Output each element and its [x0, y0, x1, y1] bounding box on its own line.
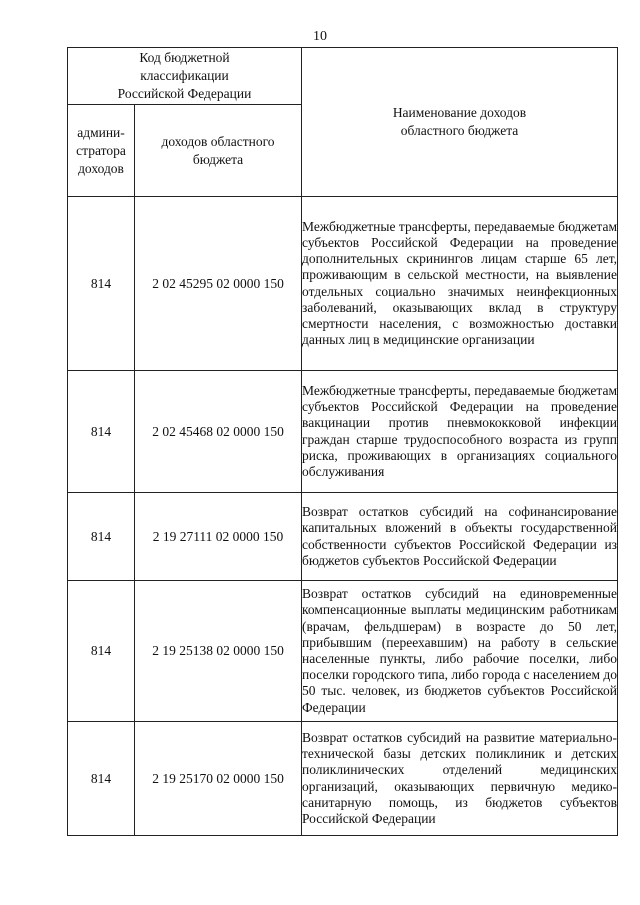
income-code-cell: 2 02 45468 02 0000 150 — [135, 371, 302, 493]
table-header — [68, 48, 618, 197]
income-name-cell — [302, 493, 618, 581]
income-name-cell — [302, 581, 618, 722]
income-name-cell — [302, 722, 618, 836]
income-name-text: Межбюджетные трансферты, передаваемые бюджетам субъектов Российской Федерации на проведение дополнительных скринингов лицам старше 65 лет, проживающим в сельской местности, на выявление отдельных социально значимых неинфекционных заболеваний, оказывающих вклад в структуру смертности населения, с возможностью доставки данных лиц в медицинские организации — [302, 218, 617, 348]
admin-code-cell: 814 — [68, 722, 135, 836]
header-income-name-label: Наименование доходов областного бюджета — [392, 105, 527, 138]
header-administrator-label: админи-стратора доходов — [76, 124, 126, 176]
income-name-text: Возврат остатков субсидий на единовременные компенсационные выплаты медицинским работникам (врачам, фельдшерам) в возрасте до 50 лет, прибывшим (переехавшим) на работу в сельские населенные пункты, либо рабочие поселки, либо поселки городского типа, либо города с населением до 50 тыс. человек, из бюджетов субъектов Российской Федерации — [302, 586, 618, 715]
table-row — [68, 722, 618, 836]
income-name-text: Возврат остатков субсидий на развитие материально-технической базы детских поликлиник и детских поликлинических отделений медицинских организаций, оказывающих первичную медико-санитарную помощь, из бюджетов субъектов Российской Федерации — [302, 729, 617, 826]
admin-code-cell: 814 — [68, 493, 135, 581]
table-row — [68, 371, 618, 493]
income-name-text: Межбюджетные трансферты, передаваемые бюджетам субъектов Российской Федерации на проведение вакцинации против пневмококковой инфекции граждан старше трудоспособного возраста из групп риска, проживающих в организациях социального обслуживания — [302, 382, 617, 479]
income-name-cell — [302, 371, 618, 493]
page-number: 10 — [313, 29, 327, 44]
header-income-code — [135, 105, 302, 197]
income-code-cell: 2 02 45295 02 0000 150 — [135, 197, 302, 371]
header-income-name — [302, 48, 618, 197]
header-administrator — [68, 105, 135, 197]
income-code-cell: 2 19 25170 02 0000 150 — [135, 722, 302, 836]
income-code-cell: 2 19 25138 02 0000 150 — [135, 581, 302, 722]
table-row — [68, 581, 618, 722]
income-name-text: Возврат остатков субсидий на софинансирование капитальных вложений в объекты государственной собственности субъектов Российской Федерации из бюджетов субъектов Российской Федерации — [302, 504, 617, 568]
income-name-cell — [302, 197, 618, 371]
admin-code-cell: 814 — [68, 197, 135, 371]
income-code-cell: 2 19 27111 02 0000 150 — [135, 493, 302, 581]
table-row — [68, 197, 618, 371]
admin-code-cell: 814 — [68, 581, 135, 722]
header-budget-code-label: Код бюджетной классификации Российской Федерации — [117, 50, 252, 101]
table-body — [68, 197, 618, 836]
header-budget-code — [68, 48, 302, 105]
admin-code-cell: 814 — [68, 371, 135, 493]
table-row — [68, 493, 618, 581]
header-income-code-label: доходов областного бюджета — [161, 133, 275, 167]
budget-classification-table — [67, 47, 618, 836]
